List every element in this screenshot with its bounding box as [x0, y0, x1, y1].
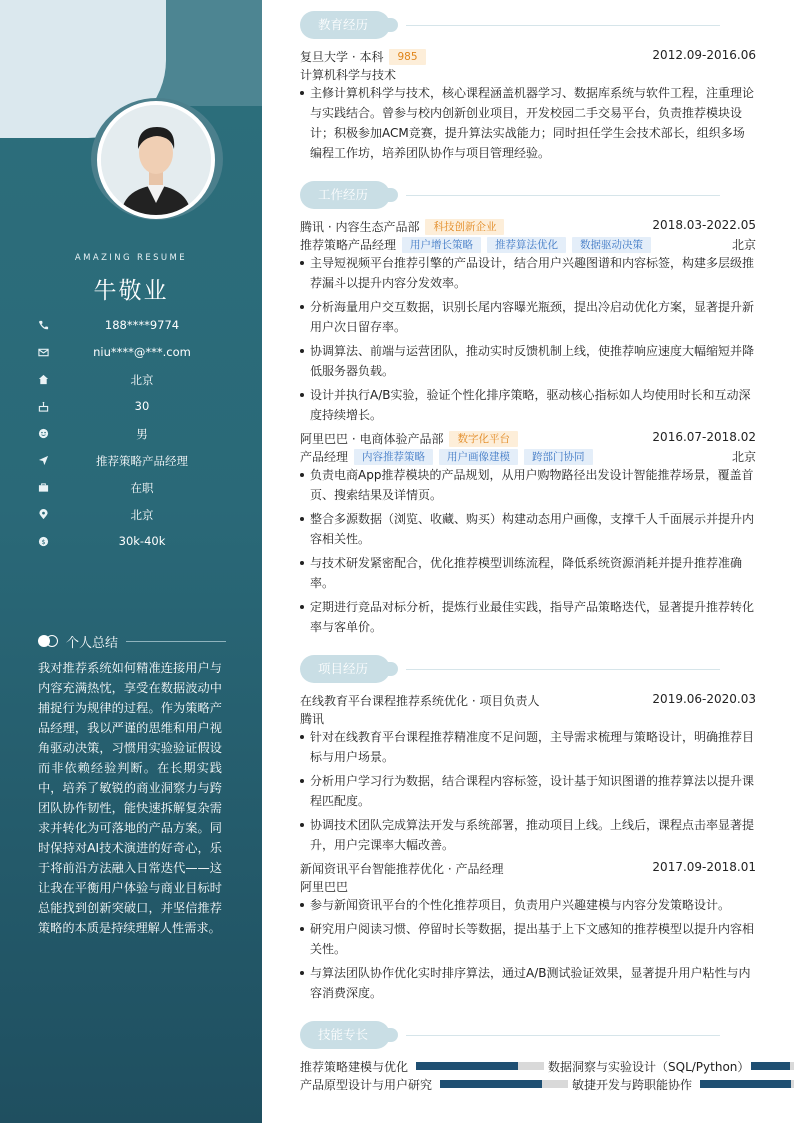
project-bullets — [300, 727, 756, 859]
location-icon — [36, 507, 50, 521]
project-org-row — [300, 710, 756, 728]
divider — [406, 195, 720, 196]
heading-ring-icon — [46, 635, 58, 647]
company-tag: 科技创新企业 — [425, 219, 504, 235]
education-bullets — [300, 83, 756, 167]
list-item: 主修计算机科学与技术，核心课程涵盖机器学习、数据库系统与软件工程，注重理论与实践结合。曾参与校内创新创业项目，开发校园二手交易平台，负责推荐模块设计；积极参加ACM竞赛，提升算法实战能力；同时担任学生会技术部长，组织多场编程工作坊，培养团队协作与项目管理经验。 — [300, 83, 756, 163]
job-bullets — [300, 253, 756, 429]
contact-info-list — [36, 316, 232, 559]
resume-tagline: AMAZING RESUME — [74, 253, 188, 263]
skill-bar-fill — [751, 1062, 790, 1070]
section-title-work: 工作经历 — [300, 181, 390, 209]
avatar — [97, 101, 215, 219]
education-major-row — [300, 66, 756, 84]
skill-name: 数据洞察与实验设计（SQL/Python） — [548, 1060, 750, 1074]
role-tag: 推荐算法优化 — [487, 237, 566, 253]
company-name: 阿里巴巴 · 电商体验产品部 — [300, 432, 444, 446]
info-row-gender — [36, 424, 232, 451]
job-date: 2018.03-2022.05 — [652, 218, 756, 232]
section-header-projects — [300, 655, 756, 683]
skill-bar — [440, 1080, 568, 1088]
summary-title: 个人总结 — [66, 636, 119, 651]
phone-value: 188****9774 — [104, 318, 180, 332]
summary-heading — [38, 631, 226, 651]
project-bullets — [300, 895, 756, 1007]
info-row-email — [36, 343, 232, 370]
school-badge: 985 — [389, 49, 425, 65]
skill-name: 产品原型设计与用户研究 — [300, 1078, 433, 1092]
summary-text: 我对推荐系统如何精准连接用户与内容充满热忱，享受在数据波动中捕捉行为规律的过程。作为策略产品经理，我以严谨的思维和用户视角驱动决策，习惯用实验验证假设而非依赖经验判断。在长期实践中，培养了敏锐的商业洞察力与跨团队协作韧性，能快速拆解复杂需求并转化为可落地的产品方案。同时保持对AI技术演进的好奇心，乐于将前沿方法融入日常迭代——这让我在平衡用户体验与商业目标时总能找到创新突破口，并坚信推荐策略的本质是持续理解人性需求。 — [38, 661, 222, 935]
job-header-row — [300, 430, 756, 448]
cake-icon — [36, 399, 50, 413]
list-item: 协调算法、前端与运营团队，推动实时反馈机制上线，使推荐响应速度大幅缩短并降低服务器负载。 — [300, 341, 756, 381]
list-item: 定期进行竞品对标分析，提炼行业最佳实践，指导产品策略迭代，显著提升推荐转化率与客单价。 — [300, 597, 756, 637]
mail-icon — [36, 345, 50, 359]
divider — [406, 669, 720, 670]
project-org: 腾讯 — [300, 712, 325, 726]
list-item: 负责电商App推荐模块的产品规划，从用户购物路径出发设计智能推荐场景，覆盖首页、搜索结果及详情页。 — [300, 465, 756, 505]
home-icon — [36, 372, 50, 386]
project-date: 2019.06-2020.03 — [652, 692, 756, 706]
education-major: 计算机科学与技术 — [300, 68, 397, 82]
salary-icon — [36, 534, 50, 548]
project-org-row — [300, 878, 756, 896]
job-role: 推荐策略产品经理 — [300, 238, 397, 252]
info-row-phone — [36, 316, 232, 343]
skill-name: 敏捷开发与跨职能协作 — [572, 1078, 693, 1092]
divider — [406, 25, 720, 26]
job-role-row — [300, 448, 756, 466]
company-name: 腾讯 · 内容生态产品部 — [300, 220, 420, 234]
divider — [406, 1035, 720, 1036]
skill-name: 推荐策略建模与优化 — [300, 1060, 409, 1074]
job-date: 2016.07-2018.02 — [652, 430, 756, 444]
list-item: 设计并执行A/B实验，验证个性化排序策略，驱动核心指标如人均使用时长和互动深度持续增长。 — [300, 385, 756, 425]
section-header-skills — [300, 1021, 756, 1049]
info-row-target-role — [36, 451, 232, 478]
job-header-row — [300, 218, 756, 236]
email-value: niu****@***.com — [93, 345, 191, 359]
salary-value: 30k-40k — [118, 534, 166, 548]
phone-icon — [36, 318, 50, 332]
list-item: 协调技术团队完成算法开发与系统部署，推动项目上线。上线后，课程点击率显著提升，用户完课率大幅改善。 — [300, 815, 756, 855]
list-item: 针对在线教育平台课程推荐精准度不足问题，主导需求梳理与策略设计，明确推荐目标与用户场景。 — [300, 727, 756, 767]
project-name: 在线教育平台课程推荐系统优化 · 项目负责人 — [300, 694, 540, 708]
job-city: 北京 — [731, 450, 756, 464]
location-value: 北京 — [130, 508, 154, 522]
list-item: 整合多源数据（浏览、收藏、购买）构建动态用户画像，支撑千人千面展示并提升内容相关性。 — [300, 509, 756, 549]
skill-bar — [700, 1080, 794, 1088]
job-bullets — [300, 465, 756, 641]
education-header-row — [300, 48, 756, 66]
section-header-education — [300, 11, 756, 39]
avatar-photo — [101, 105, 211, 215]
role-tag: 数据驱动决策 — [572, 237, 651, 253]
section-title-education: 教育经历 — [300, 11, 390, 39]
list-item: 研究用户阅读习惯、停留时长等数据，提出基于上下文感知的推荐模型以提升内容相关性。 — [300, 919, 756, 959]
list-item: 主导短视频平台推荐引擎的产品设计，结合用户兴趣图谱和内容标签，构建多层级推荐漏斗以提升内容分发效率。 — [300, 253, 756, 293]
project-name: 新闻资讯平台智能推荐优化 · 产品经理 — [300, 862, 504, 876]
info-row-salary — [36, 532, 232, 559]
school-name: 复旦大学 · 本科 — [300, 50, 384, 64]
list-item: 分析用户学习行为数据，结合课程内容标签，设计基于知识图谱的推荐算法以提升课程匹配度。 — [300, 771, 756, 811]
project-date: 2017.09-2018.01 — [652, 860, 756, 874]
role-tag: 跨部门协同 — [524, 449, 593, 465]
info-row-location — [36, 505, 232, 532]
role-tag: 内容推荐策略 — [354, 449, 433, 465]
list-item: 与算法团队协作优化实时排序算法，通过A/B测试验证效果，显著提升用户粘性与内容消费深度。 — [300, 963, 756, 1003]
section-title-skills: 技能专长 — [300, 1021, 390, 1049]
info-row-age — [36, 397, 232, 424]
skill-bar — [751, 1062, 794, 1070]
skill-bar-fill — [700, 1080, 791, 1088]
company-tag: 数字化平台 — [449, 431, 518, 447]
section-header-work — [300, 181, 756, 209]
list-item: 与技术研发紧密配合，优化推荐模型训练流程，降低系统资源消耗并提升推荐准确率。 — [300, 553, 756, 593]
skill-bar-fill — [440, 1080, 542, 1088]
list-item: 分析海量用户交互数据，识别长尾内容曝光瓶颈，提出冷启动优化方案，显著提升新用户次日留存率。 — [300, 297, 756, 337]
skill-bar-fill — [416, 1062, 518, 1070]
send-icon — [36, 453, 50, 467]
age-value: 30 — [134, 399, 150, 413]
gender-icon — [36, 426, 50, 440]
role-tag: 用户画像建模 — [439, 449, 518, 465]
candidate-name: 牛敬业 — [93, 278, 169, 304]
job-role-row — [300, 236, 756, 254]
project-org: 阿里巴巴 — [300, 880, 349, 894]
target-role-value: 推荐策略产品经理 — [96, 454, 188, 468]
skill-bar — [416, 1062, 544, 1070]
list-item: 参与新闻资讯平台的个性化推荐项目，负责用户兴趣建模与内容分发策略设计。 — [300, 895, 756, 915]
status-icon — [36, 480, 50, 494]
project-header-row — [300, 692, 756, 710]
svg-text:$: $ — [40, 537, 46, 546]
gender-value: 男 — [136, 427, 148, 441]
info-row-status — [36, 478, 232, 505]
section-title-projects: 项目经历 — [300, 655, 390, 683]
divider — [126, 641, 226, 642]
role-tag: 用户增长策略 — [402, 237, 481, 253]
job-city: 北京 — [731, 238, 756, 252]
education-date: 2012.09-2016.06 — [652, 48, 756, 62]
sidebar — [0, 0, 262, 1123]
job-role: 产品经理 — [300, 450, 349, 464]
city-value: 北京 — [130, 373, 154, 387]
info-row-city — [36, 370, 232, 397]
project-header-row — [300, 860, 756, 878]
status-value: 在职 — [130, 481, 154, 495]
